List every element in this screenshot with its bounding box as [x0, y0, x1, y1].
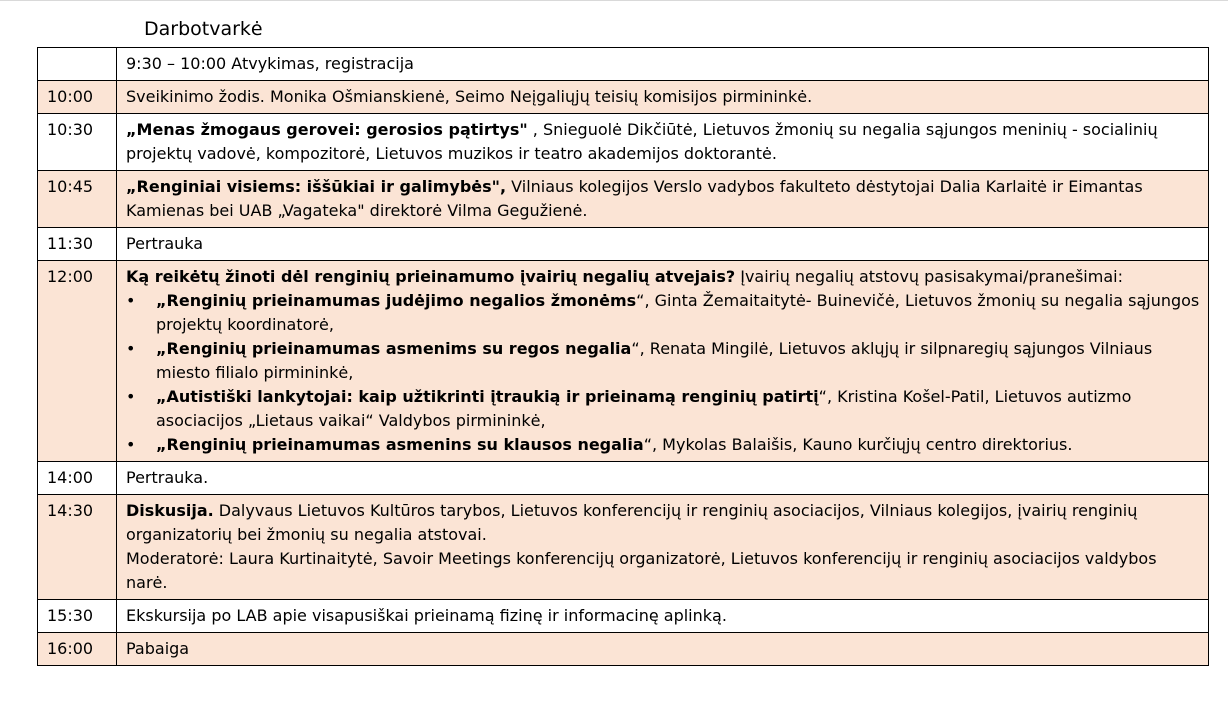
agenda-row: [38, 261, 1209, 462]
time-cell: 12:00: [38, 261, 117, 462]
agenda-row: [38, 228, 1209, 261]
agenda-row: [38, 114, 1209, 171]
agenda-row: [38, 48, 1209, 81]
session-cell: Pertrauka: [117, 228, 1209, 261]
discussion-title: Diskusija.: [126, 501, 214, 520]
session-cell: Pabaiga: [117, 633, 1209, 666]
talk-details: “, Mykolas Balaišis, Kauno kurčiųjų centro direktorius.: [643, 435, 1073, 454]
agenda-table: [37, 47, 1209, 666]
session-cell: Pertrauka.: [117, 462, 1209, 495]
bullet-icon: •: [126, 291, 136, 310]
list-item: [126, 385, 1200, 433]
talk-title: „Autistiški lankytojai: kaip užtikrinti įtraukią ir prieinamą renginių patirtį: [156, 387, 819, 406]
moderator-text: Moderatorė: Laura Kurtinaitytė, Savoir Meetings konferencijų organizatorė, Lietuvos konferencijų ir renginių asociacijos valdybos narė.: [126, 549, 1157, 592]
time-cell: 10:45: [38, 171, 117, 228]
session-cell: [117, 495, 1209, 600]
session-cell: [117, 261, 1209, 462]
talks-list: [126, 289, 1200, 457]
panel-intro: [126, 265, 1200, 289]
list-item: [126, 289, 1200, 337]
time-cell: 15:30: [38, 600, 117, 633]
time-cell: 10:30: [38, 114, 117, 171]
agenda-row: [38, 495, 1209, 600]
talk-title: „Renginių prieinamumas asmenins su klausos negalia: [156, 435, 644, 454]
time-cell: 11:30: [38, 228, 117, 261]
time-cell: 14:30: [38, 495, 117, 600]
talk-title: „Renginių prieinamumas asmenims su regos negalia: [156, 339, 632, 358]
page-title: Darbotvarkė: [144, 18, 263, 40]
bullet-icon: •: [126, 387, 136, 406]
talk-details: Vilniaus kolegijos Verslo vadybos fakulteto dėstytojai Dalia Karlaitė ir Eimantas Kamienas bei UAB „Vagateka" direktorė Vilma Gegužienė.: [126, 177, 1143, 220]
time-cell: 10:00: [38, 81, 117, 114]
agenda-row: [38, 462, 1209, 495]
bullet-icon: •: [126, 435, 136, 454]
time-cell: 14:00: [38, 462, 117, 495]
agenda-row: [38, 633, 1209, 666]
session-cell: Sveikinimo žodis. Monika Ošmianskienė, Seimo Neįgaliųjų teisių komisijos pirmininkė.: [117, 81, 1209, 114]
talk-title: „Renginių prieinamumas judėjimo negalios žmonėms: [156, 291, 637, 310]
discussion-details: Dalyvaus Lietuvos Kultūros tarybos, Lietuvos konferencijų ir renginių asociacijos, Vilniaus kolegijos, įvairių renginių organizatorių bei žmonių su negalia atstovai.: [126, 501, 1138, 544]
list-item: [126, 433, 1200, 457]
panel-question: Ką reikėtų žinoti dėl renginių prieinamumo įvairių negalių atvejais?: [126, 267, 736, 286]
discussion-text: [126, 499, 1200, 547]
list-item: [126, 337, 1200, 385]
session-cell: [117, 171, 1209, 228]
talk-details: “, Ginta Žemaitaitytė- Buinevičė, Lietuvos žmonių su negalia sąjungos projektų koordinatorė,: [156, 291, 1200, 334]
talk-details: “, Kristina Košel-Patil, Lietuvos autizmo asociacijos „Lietaus vaikai“ Valdybos pirmininkė,: [156, 387, 1132, 430]
talk-details: “, Renata Mingilė, Lietuvos aklųjų ir silpnaregių sąjungos Vilniaus miesto filialo pirmininkė,: [156, 339, 1153, 382]
talk-details: , Snieguolė Dikčiūtė, Lietuvos žmonių su negalia sąjungos meninių - socialinių projektų vadovė, kompozitorė, Lietuvos muzikos ir teatro akademijos doktorantė.: [126, 120, 1158, 163]
top-divider: [0, 0, 1228, 1]
talk-title: „Renginiai visiems: iššūkiai ir galimybės",: [126, 177, 507, 196]
time-cell: 16:00: [38, 633, 117, 666]
agenda-row: [38, 600, 1209, 633]
session-cell: Ekskursija po LAB apie visapusiškai prieinamą fizinę ir informacinę aplinką.: [117, 600, 1209, 633]
session-cell: 9:30 – 10:00 Atvykimas, registracija: [117, 48, 1209, 81]
agenda-row: [38, 81, 1209, 114]
bullet-icon: •: [126, 339, 136, 358]
agenda-row: [38, 171, 1209, 228]
panel-intro-text: Įvairių negalių atstovų pasisakymai/pranešimai:: [735, 267, 1123, 286]
talk-title: „Menas žmogaus gerovei: gerosios pątirtys": [126, 120, 528, 139]
time-cell: [38, 48, 117, 81]
session-cell: [117, 114, 1209, 171]
